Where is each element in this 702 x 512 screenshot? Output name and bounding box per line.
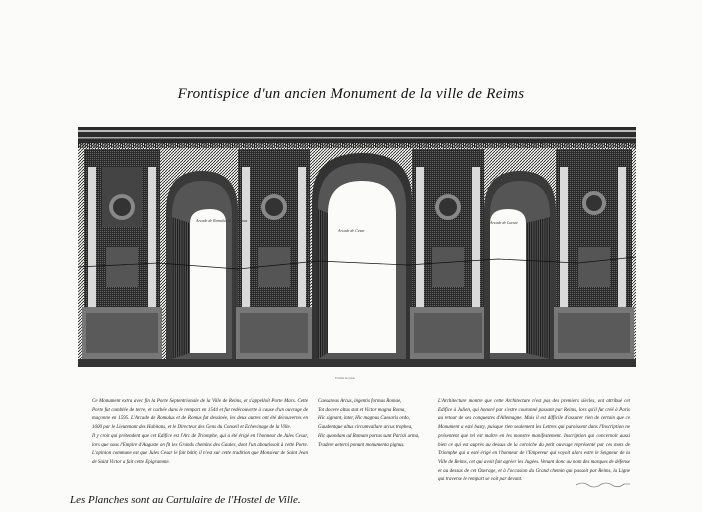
scale-caption: Echelle de pieds [335,376,355,380]
text-column-3 [438,398,630,485]
paragraph: L'Architecture montre que cette Architecture n'est pas des premiers siècles, ont attribué cet Edifice à Julien, qui honoré par s'estre couronné passant par Reims, lors qu'il fut créé à Paris au retour de ses conquestes d'Allemagne. Mais il est difficile d'assurer rien de certain que ce Monument a esté basty, puisque rien seulement les Lettres qui paroissent dans l'Inscription ne présentent que tel est maître en les monstre manifestement. Inscription qui concernoit aussi bien ce qui est auprès au dessus de la corniche du petit ouvrage représenté par ces mots de Triomphe qui a esté érigé en l'honneur de l'Empereur qui voyoit alors estre le Seigneur de la Ville de Reims, cet qui avoit fait agréer les Jugées. Venant donc au nom des marques de défense et au dessus de cet Ouvrage, et à l'occasion du Grand chemin qui passoit par Reims, la Ligne qui traverse le rempart se voit par devant. [438,399,630,483]
engraver-signature [576,480,630,488]
footer-note: Les Planches sont au Cartulaire de l'Hostel de Ville. [70,494,301,506]
text-column-2 [318,398,430,450]
arch-label-1: Arcade de Remulus et de Remus [196,218,248,223]
verse-line: Tot docere altus stat et Victor magna Roma, [318,407,406,413]
paragraph: Ce Monument extra avec fin la Porte Septentrionale de la Ville de Reims, et s'appelloit Porte Mars. Cette Porte fut comblée de terre, et cachée dans le rempart en 1544 et fut redécouverte à cause d'un ouvrage de maçonne en 1595. L'Arcade de Romulus et de Romus fut dessinée, les deux autres ont été découvertes en 1600 par le Lieutenant des Habitans, et le Directeur des Gens du Conseil et Echevinage de la Ville. [92,399,308,431]
arch-label-3: Arcade de Lucuie [490,220,519,225]
monument-engraving [78,127,636,367]
verse-line: Gaudentque altus circumvallare arcus trophea, [318,425,413,431]
arch-label-2: Arcade de Cesar [338,228,365,233]
verse-line: Hic quondam ad Romam portas sunt Parisii arma, [318,433,420,439]
paragraph: Il y croit qui prétendent que cet Edifice est l'Arc de Triomphe, qui a été érigé en l'honneur de Jules Cesar, lors que sous l'Empire d'Auguste on fit les Grands chemins des Gaules, dont l'un aboutissoit à cette Porte. L'opinion commune est que Jules Cesar le fait bâtir, il n'est sur cette tradition que Monsieur de Saint Jean de Saint Victor a fait cette Epigramme. [92,433,308,465]
page-title: Frontispice d'un ancien Monument de la ville de Reims [177,86,525,102]
verse-line: Caesareas Arcus, ingentis formas Romae, [318,399,402,404]
text-column-1 [92,398,308,468]
verse-line: Tradere aeterni ponunt monumenta pignus. [318,442,405,448]
verse-line: Hic signant, inter, Hic magnus Caesaris ordo, [318,416,410,422]
